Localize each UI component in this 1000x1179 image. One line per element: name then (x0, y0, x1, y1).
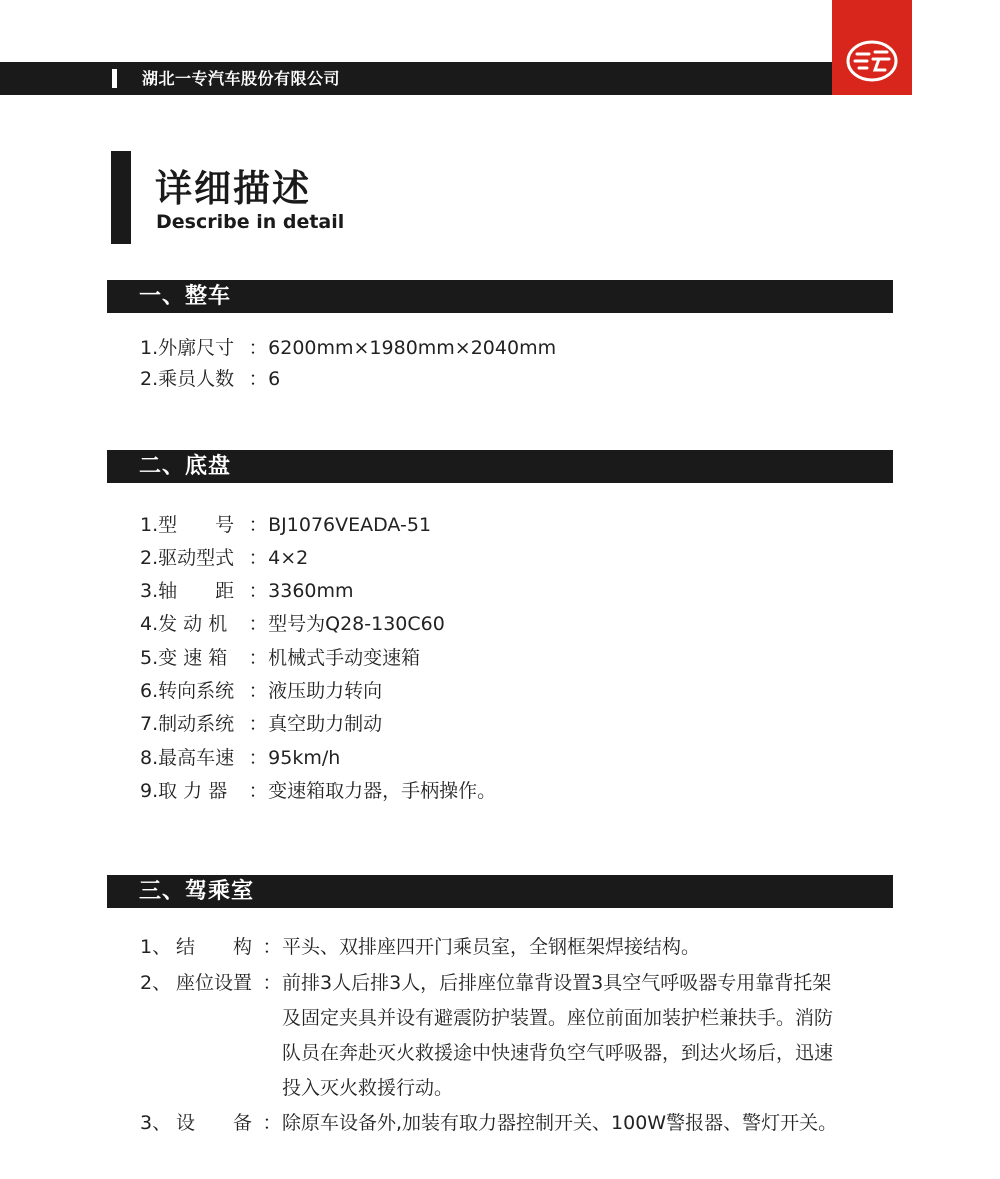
item-value-continuation: 投入灭火救援行动。 (282, 1077, 454, 1099)
item-value: BJ1076VEADA-51 (268, 514, 432, 536)
item-label: 转向系统 (158, 680, 235, 702)
item-value: 平头、双排座四开门乘员室，全钢框架焊接结构。 (282, 936, 701, 958)
item-value: 液压助力转向 (268, 680, 383, 702)
title-accent-bar (111, 151, 131, 244)
item-value: 3360mm (268, 580, 354, 602)
list-item (140, 1110, 837, 1136)
item-label: 型 号 (158, 514, 235, 536)
list-item (140, 578, 354, 604)
item-colon: ： (248, 547, 268, 569)
item-value: 6200mm×1980mm×2040mm (268, 337, 557, 359)
item-colon: ： (248, 580, 268, 602)
page-title: 详细描述 (155, 167, 311, 210)
item-colon: ： (248, 647, 268, 669)
company-logo-icon (845, 38, 899, 84)
item-value: 6 (268, 368, 281, 390)
item-value: 前排3人后排3人，后排座位靠背设置3具空气呼吸器专用靠背托架 (282, 972, 832, 994)
item-colon: ： (248, 780, 268, 802)
section-heading-vehicle (107, 280, 893, 313)
list-item (140, 778, 496, 804)
item-label: 制动系统 (158, 713, 235, 735)
item-label: 乘员人数 (158, 368, 235, 390)
item-number: 3. (140, 580, 159, 602)
list-item (140, 545, 308, 571)
item-value-continuation: 队员在奔赴灭火救援途中快速背负空气呼吸器，到达火场后，迅速 (282, 1042, 834, 1064)
item-label: 最高车速 (158, 747, 235, 769)
logo-tab (832, 0, 912, 95)
item-label: 发 动 机 (158, 613, 228, 635)
list-item (140, 611, 445, 637)
section-heading-cab (107, 875, 893, 908)
item-number: 1、 (140, 936, 172, 958)
section-title: 二、底盘 (139, 454, 232, 479)
item-label: 结 构 (176, 936, 253, 958)
section-title: 一、整车 (139, 284, 232, 309)
header-bar (0, 62, 832, 95)
item-colon: ： (262, 936, 282, 958)
item-value: 4×2 (268, 547, 309, 569)
list-item (140, 335, 556, 361)
item-value-continuation: 及固定夹具并设有避震防护装置。座位前面加装护栏兼扶手。消防 (282, 1007, 834, 1029)
item-colon: ： (262, 1112, 282, 1134)
item-colon: ： (248, 514, 268, 536)
item-number: 1. (140, 514, 159, 536)
item-colon: ： (248, 747, 268, 769)
section-heading-chassis (107, 450, 893, 483)
item-label: 取 力 器 (158, 780, 228, 802)
item-number: 8. (140, 747, 159, 769)
list-item (140, 645, 420, 671)
item-number: 2. (140, 547, 159, 569)
list-item (140, 745, 340, 771)
item-colon: ： (248, 680, 268, 702)
item-colon: ： (248, 613, 268, 635)
list-item (140, 711, 382, 737)
item-colon: ： (248, 368, 268, 390)
item-value: 95km/h (268, 747, 341, 769)
item-colon: ： (248, 337, 268, 359)
list-item (140, 366, 280, 392)
item-number: 1. (140, 337, 159, 359)
item-label: 变 速 箱 (158, 647, 228, 669)
item-value: 除原车设备外,加装有取力器控制开关、100W警报器、警灯开关。 (282, 1112, 838, 1134)
list-item (140, 678, 382, 704)
header-tick (112, 69, 117, 88)
item-number: 9. (140, 780, 159, 802)
item-label: 外廓尺寸 (158, 337, 235, 359)
item-value: 真空助力制动 (268, 713, 383, 735)
item-number: 5. (140, 647, 159, 669)
item-value: 型号为Q28-130C60 (268, 613, 445, 635)
item-value: 机械式手动变速箱 (268, 647, 421, 669)
list-item (140, 512, 431, 538)
item-label: 轴 距 (158, 580, 235, 602)
item-number: 3、 (140, 1112, 172, 1134)
item-number: 4. (140, 613, 159, 635)
page-subtitle: Describe in detail (156, 211, 345, 233)
item-colon: ： (262, 972, 282, 994)
section-title: 三、驾乘室 (139, 879, 255, 904)
item-number: 2. (140, 368, 159, 390)
company-name: 湖北一专汽车股份有限公司 (142, 69, 341, 88)
list-item (140, 934, 700, 960)
item-label: 设 备 (176, 1112, 253, 1134)
item-label: 驱动型式 (158, 547, 235, 569)
item-number: 7. (140, 713, 159, 735)
item-value: 变速箱取力器，手柄操作。 (268, 780, 497, 802)
item-number: 6. (140, 680, 159, 702)
list-item (140, 970, 831, 996)
item-number: 2、 (140, 972, 172, 994)
item-colon: ： (248, 713, 268, 735)
item-label: 座位设置 (176, 972, 253, 994)
